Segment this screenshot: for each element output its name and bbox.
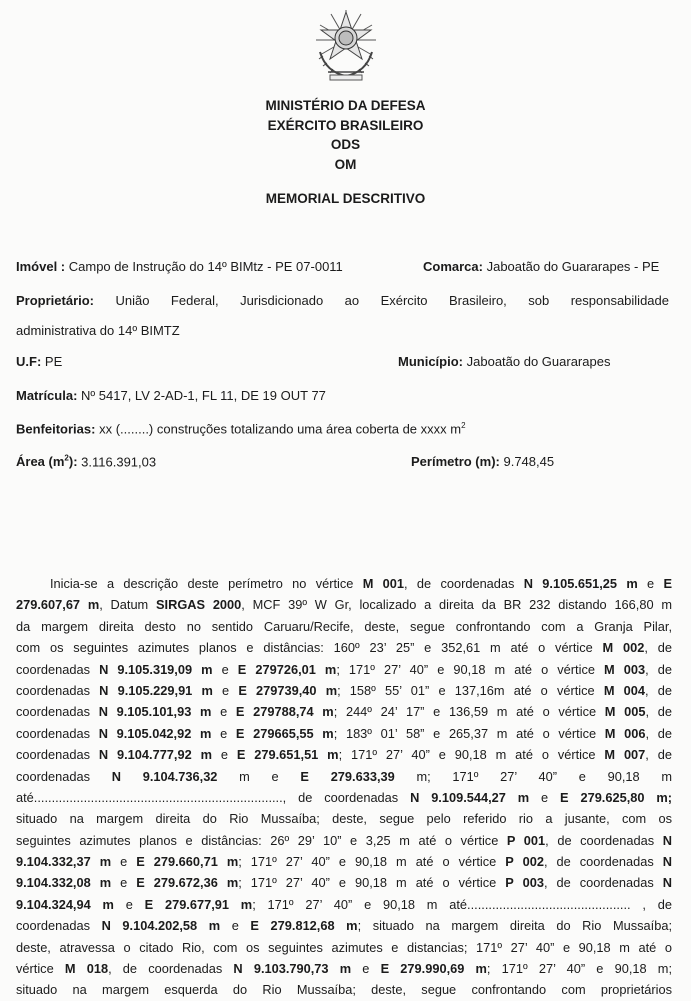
description-line [16, 766, 672, 787]
description-segment: coordenadas [16, 682, 100, 698]
description-bold-segment: E 279.625,80 m; [560, 789, 672, 805]
proprietario-value-cont: administrativa do 14º BIMTZ [16, 323, 180, 338]
header-block [0, 96, 691, 174]
description-bold-segment: E 279665,55 m [235, 725, 334, 741]
description-bold-segment: N 9.105.042,92 m [98, 725, 212, 741]
description-bold-segment: SIRGAS 2000 [155, 597, 242, 613]
description-line [16, 594, 672, 615]
description-segment: , de [644, 640, 672, 656]
description-segment: e [211, 725, 236, 741]
description-line [16, 701, 672, 722]
area-field [16, 454, 156, 469]
description-segment: e [211, 704, 236, 720]
description-segment: deste, atravessa o citado Rio, com os seguintes azimutes e distancias; 171º 27’ 40” e 90,18 m até o [16, 939, 672, 955]
description-segment: m e [217, 768, 301, 784]
description-segment: ; 171º 27’ 40” e 90,18 m até.............................................. , de [252, 896, 672, 912]
description-segment: e [351, 961, 381, 977]
description-bold-segment: P 003 [505, 875, 544, 891]
description-bold-segment: N [662, 854, 672, 870]
description-segment: ; 158º 55’ 01” e 137,16m até o vértice [337, 682, 604, 698]
comarca-value: Jaboatão do Guararapes - PE [486, 259, 660, 274]
description-line [16, 937, 672, 958]
description-bold-segment: M 003 [604, 661, 646, 677]
description-bold-segment: N 9.104.736,32 [111, 768, 218, 784]
description-segment: situado na margem direita do Rio Mussaíba; deste, segue pelo referido rio a jusante, com os [16, 811, 672, 827]
header-line-om: OM [334, 156, 357, 172]
description-line [16, 573, 672, 594]
description-bold-segment: 279.607,67 m [16, 597, 100, 613]
description-line [16, 787, 672, 808]
description-segment: vértice [16, 961, 65, 977]
description-segment: , de coordenadas [543, 875, 663, 891]
description-bold-segment: E 279.812,68 m [250, 918, 358, 934]
matricula-field [16, 388, 326, 403]
description-line [16, 723, 672, 744]
benfeitorias-label: Benfeitorias: [16, 421, 96, 437]
perimetro-value: 9.748,45 [503, 454, 555, 469]
description-segment: , de [645, 747, 672, 763]
description-segment: coordenadas [16, 768, 112, 784]
description-line [16, 616, 672, 637]
description-segment: m; 171º 27’ 40” e 90,18 m [394, 768, 672, 784]
description-line [16, 830, 672, 851]
description-line [16, 808, 672, 829]
uf-value: PE [44, 354, 63, 369]
area-label-superscript: 2 [64, 454, 69, 463]
description-segment: , de [645, 682, 672, 698]
description-segment: e [211, 747, 237, 763]
comarca-field [423, 259, 659, 274]
header-line-ministerio: MINISTÉRIO DA DEFESA [265, 98, 426, 113]
description-segment: , de coordenadas [545, 832, 663, 848]
description-bold-segment: M 007 [604, 747, 646, 763]
description-paragraph [16, 573, 672, 1001]
description-segment: ; 183º 01’ 58” e 265,37 m até o vértice [333, 725, 605, 741]
description-bold-segment: E 279.990,69 m [380, 961, 487, 977]
area-value: 3.116.391,03 [81, 454, 157, 470]
description-segment: coordenadas [16, 725, 99, 741]
description-segment: , Datum [99, 597, 156, 613]
description-segment: situado na margem esquerda do Rio Mussaíba; deste, segue confrontando com proprietários [16, 982, 672, 998]
description-segment: ; 171º 27’ 40” e 90,18 m até o vértice [336, 661, 605, 677]
imovel-field [16, 259, 343, 274]
description-bold-segment: E 279.672,36 m [136, 875, 239, 891]
description-segment: coordenadas [16, 747, 99, 763]
area-label [16, 454, 78, 469]
description-segment: , MCF 39º W Gr, localizado a direita da BR 232 distando 166,80 m [241, 597, 672, 613]
description-segment: e [111, 854, 137, 870]
description-bold-segment: E [663, 576, 672, 591]
description-bold-segment: M 005 [604, 704, 646, 720]
description-segment: , de [645, 704, 672, 720]
description-line [16, 915, 672, 936]
description-segment: Inicia-se a descrição deste perímetro no vértice [50, 576, 363, 591]
description-segment: e [529, 789, 561, 805]
matricula-label: Matrícula: [16, 388, 78, 403]
proprietario-field [16, 293, 669, 308]
description-segment: ; 244º 24’ 17” e 136,59 m até o vértice [333, 704, 605, 720]
description-segment: ; 171º 27’ 40” e 90,18 m até o vértice [238, 854, 506, 870]
description-bold-segment: N 9.103.790,73 m [233, 961, 352, 977]
description-segment: , de [645, 725, 672, 741]
description-segment: da margem direita desto no sentido Caruaru/Recife, deste, segue confrontando com a Granja Pilar, [16, 618, 672, 634]
description-bold-segment: E 279.651,51 m [236, 747, 339, 763]
municipio-value: Jaboatão do Guararapes [466, 354, 611, 369]
description-bold-segment: P 002 [505, 854, 544, 870]
description-segment: , de coordenadas [108, 961, 234, 977]
description-bold-segment: E 279726,01 m [237, 661, 337, 677]
comarca-label: Comarca: [423, 259, 483, 274]
description-bold-segment: N [662, 875, 672, 891]
description-segment: ; 171º 27’ 40” e 90,18 m até o vértice [338, 747, 605, 763]
header-line-ods: ODS [330, 137, 361, 152]
description-line [16, 659, 672, 680]
description-bold-segment: N 9.109.544,27 m [410, 789, 530, 805]
description-line [16, 637, 672, 658]
description-segment: seguintes azimutes planos e distâncias: 26º 29’ 10” e 3,25 m até o vértice [16, 832, 507, 848]
description-bold-segment: N 9.105.101,93 m [98, 704, 212, 720]
description-segment: até......................................................................, de coordenadas [16, 789, 411, 805]
description-segment: , de coordenadas [543, 854, 663, 870]
description-segment: ; 171º 27’ 40” e 90,18 m até o vértice [238, 875, 506, 891]
description-bold-segment: 9.104.332,37 m [16, 854, 112, 870]
description-segment: e [113, 896, 145, 912]
description-bold-segment: 9.104.332,08 m [16, 875, 112, 891]
description-bold-segment: N 9.104.202,58 m [101, 918, 221, 934]
description-segment: e [637, 576, 664, 591]
description-bold-segment: M 001 [362, 576, 405, 591]
benfeitorias-superscript: 2 [461, 421, 466, 430]
imovel-label: Imóvel : [16, 259, 66, 274]
description-bold-segment: N 9.105.229,91 m [99, 682, 213, 698]
description-bold-segment: M 002 [602, 640, 645, 656]
perimetro-label: Perímetro (m): [411, 454, 500, 469]
description-line [16, 744, 672, 765]
description-bold-segment: N 9.105.319,09 m [99, 661, 213, 677]
description-bold-segment: E 279.633,39 [300, 768, 395, 784]
description-bold-segment: P 001 [506, 832, 546, 848]
proprietario-label: Proprietário: [16, 293, 95, 308]
description-line [16, 979, 672, 1000]
description-bold-segment: M 006 [604, 725, 646, 741]
description-segment: coordenadas [16, 661, 100, 677]
matricula-value: Nº 5417, LV 2-AD-1, FL 11, DE 19 OUT 77 [81, 388, 326, 403]
uf-field [16, 354, 62, 369]
description-bold-segment: N 9.104.777,92 m [98, 747, 212, 763]
description-segment: , de [645, 661, 672, 677]
description-segment: e [212, 661, 238, 677]
description-line [16, 872, 672, 893]
description-segment: ; 171º 27’ 40” e 90,18 m; [486, 961, 672, 977]
description-line [16, 894, 672, 915]
perimetro-field [411, 454, 554, 469]
description-segment: e [220, 918, 251, 934]
area-label-end: ): [68, 454, 78, 470]
brazil-coat-of-arms-icon [306, 6, 386, 86]
description-bold-segment: 9.104.324,94 m [16, 896, 114, 912]
area-label-text: Área (m [16, 454, 65, 470]
uf-label: U.F: [16, 354, 42, 369]
description-bold-segment: N 9.105.651,25 m [523, 576, 638, 591]
imovel-value: Campo de Instrução do 14º BIMtz - PE 07-0011 [68, 259, 343, 274]
description-bold-segment: E 279.660,71 m [136, 854, 239, 870]
municipio-field [398, 354, 610, 369]
description-segment: e [111, 875, 137, 891]
description-bold-segment: M 004 [603, 682, 645, 698]
header-line-exercito: EXÉRCITO BRASILEIRO [267, 117, 424, 133]
document-title: MEMORIAL DESCRITIVO [265, 191, 426, 206]
benfeitorias-value: xx (........) construções totalizando uma área coberta de xxxx m [99, 421, 462, 437]
description-segment: , de coordenadas [404, 576, 524, 591]
description-segment: coordenadas [16, 704, 99, 720]
description-bold-segment: N [662, 832, 672, 848]
description-bold-segment: E 279.677,91 m [144, 896, 253, 912]
benfeitorias-field [16, 421, 466, 436]
description-bold-segment: E 279788,74 m [235, 704, 334, 720]
description-segment: coordenadas [16, 918, 102, 934]
description-segment: e [212, 682, 239, 698]
description-segment: com os seguintes azimutes planos e distâncias: 160º 23’ 25” e 352,61 m até o vértice [16, 640, 603, 656]
municipio-label: Município: [398, 354, 463, 369]
description-line [16, 958, 672, 979]
description-bold-segment: E 279739,40 m [238, 682, 338, 698]
description-bold-segment: M 018 [64, 961, 109, 977]
description-line [16, 851, 672, 872]
description-line [16, 680, 672, 701]
description-segment: ; situado na margem direita do Rio Mussaíba; [357, 918, 672, 934]
proprietario-value: União Federal, Jurisdicionado ao Exército Brasileiro, sob responsabilidade [115, 293, 669, 308]
